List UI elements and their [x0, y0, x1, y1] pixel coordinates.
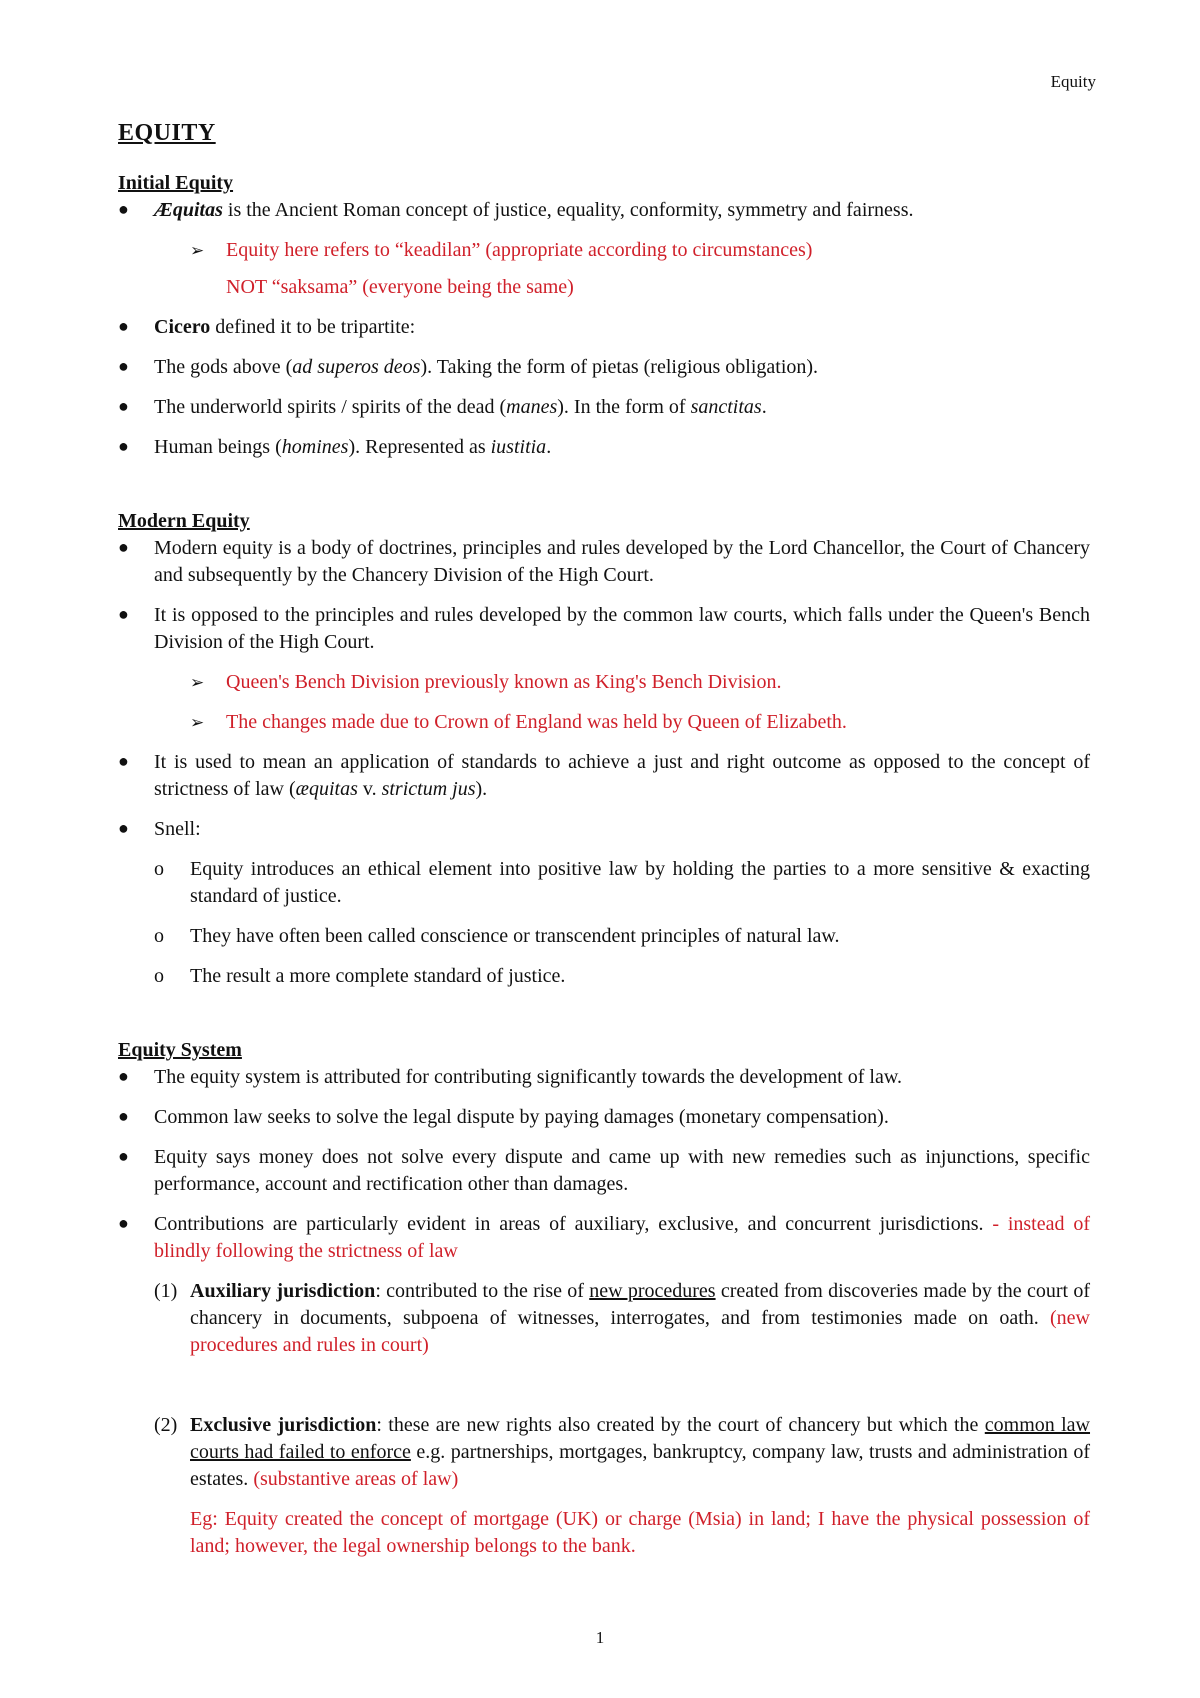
circle-bullet-icon: o — [154, 965, 164, 987]
bullet-icon: ● — [118, 604, 129, 624]
bullet-icon: ● — [118, 537, 129, 557]
list-item: ● The equity system is attributed for contributing significantly towards the development of law. — [118, 1064, 1090, 1091]
bullet-icon: ● — [118, 316, 129, 336]
spacer — [118, 1003, 1090, 1037]
arrow-bullet-icon: ➢ — [190, 241, 205, 260]
item-number: (1) — [154, 1280, 178, 1302]
list-item: ● The gods above (ad superos deos). Taking the form of pietas (religious obligation). — [118, 354, 1090, 381]
list-item: ● It is opposed to the principles and rules developed by the common law courts, which falls under the Queen's Bench Division of the High Court. — [118, 602, 1090, 656]
arrow-bullet-icon: ➢ — [190, 713, 205, 732]
spacer — [118, 474, 1090, 508]
item-number: (2) — [154, 1414, 178, 1436]
section-heading-equity-system: Equity System — [118, 1039, 242, 1061]
document-title: EQUITY — [118, 120, 216, 146]
list-item: ● Equity says money does not solve every dispute and came up with new remedies such as injunctions, specific performance, account and rectification other than damages. — [118, 1144, 1090, 1198]
arrow-bullet-icon: ➢ — [190, 673, 205, 692]
document-body — [118, 170, 1090, 1560]
circle-bullet-icon: o — [154, 925, 164, 947]
bullet-icon: ● — [118, 751, 129, 771]
circle-bullet-icon: o — [154, 858, 164, 880]
note-item: ➢ Queen's Bench Division previously known as King's Bench Division. — [118, 669, 1090, 696]
bullet-icon: ● — [118, 356, 129, 376]
page-number: 1 — [595, 1628, 605, 1647]
list-item: ● Snell: — [118, 816, 1090, 843]
section-heading-initial-equity: Initial Equity — [118, 172, 234, 194]
bullet-icon: ● — [118, 1066, 129, 1086]
list-item: ● Modern equity is a body of doctrines, principles and rules developed by the Lord Chancellor, the Court of Chancery and subsequently by the Chancery Division of the High Court. — [118, 535, 1090, 589]
sub-list-item: o The result a more complete standard of justice. — [118, 963, 1090, 990]
bullet-icon: ● — [118, 199, 129, 219]
sub-list-item: o They have often been called conscience or transcendent principles of natural law. — [118, 923, 1090, 950]
initial-equity-list — [118, 197, 1090, 461]
example-note: Eg: Equity created the concept of mortgage (UK) or charge (Msia) in land; I have the physical possession of land; however, the legal ownership belongs to the bank. — [190, 1508, 1090, 1557]
list-item: ● The underworld spirits / spirits of the dead (manes). In the form of sanctitas. — [118, 394, 1090, 421]
bullet-icon: ● — [118, 1106, 129, 1126]
list-item: ● Human beings (homines). Represented as iustitia. — [118, 434, 1090, 461]
note-item: ➢ The changes made due to Crown of England was held by Queen of Elizabeth. — [118, 709, 1090, 736]
bullet-icon: ● — [118, 436, 129, 456]
bullet-icon: ● — [118, 1213, 129, 1233]
bullet-icon: ● — [118, 396, 129, 416]
list-item: ● It is used to mean an application of standards to achieve a just and right outcome as opposed to the concept of strictness of law (æquitas v. strictum jus). — [118, 749, 1090, 803]
spacer — [118, 1372, 1090, 1412]
section-heading-modern-equity: Modern Equity — [118, 510, 250, 532]
sub-list-item: o Equity introduces an ethical element into positive law by holding the parties to a more sensitive & exacting standard of justice. — [154, 858, 1090, 907]
modern-equity-list — [118, 535, 1090, 990]
list-item: ● Common law seeks to solve the legal dispute by paying damages (monetary compensation). — [118, 1104, 1090, 1131]
running-header: Equity — [1050, 72, 1096, 91]
numbered-item-exclusive: (2) Exclusive jurisdiction: these are new rights also created by the court of chancery but which the common law courts had failed to enforce e.g. partnerships, mortgages, bankruptcy, company law, trusts and administration of estates. (substantive areas of law) — [154, 1414, 1091, 1490]
term-aequitas: Æquitas — [154, 199, 223, 221]
list-item: ● Contributions are particularly evident in areas of auxiliary, exclusive, and concurrent jurisdictions. - instead of blindly following the strictness of law — [118, 1211, 1090, 1265]
note-item: ➢ Equity here refers to “keadilan” (appropriate according to circumstances) — [118, 237, 1090, 264]
numbered-item-auxiliary: (1) Auxiliary jurisdiction: contributed to the rise of new procedures created from discoveries made by the court of chancery in documents, subpoena of witnesses, interrogates, and from testimonies made on oath. (new procedures and rules in court) — [154, 1280, 1090, 1356]
list-item: ● Æquitas is the Ancient Roman concept of justice, equality, conformity, symmetry and fairness. — [118, 197, 1090, 224]
list-item: ● Cicero defined it to be tripartite: — [118, 314, 1090, 341]
note-continuation: NOT “saksama” (everyone being the same) — [226, 276, 574, 298]
equity-system-list — [118, 1064, 1090, 1359]
bullet-icon: ● — [118, 1146, 129, 1166]
equity-system-list-continued — [118, 1412, 1090, 1493]
bullet-icon: ● — [118, 818, 129, 838]
